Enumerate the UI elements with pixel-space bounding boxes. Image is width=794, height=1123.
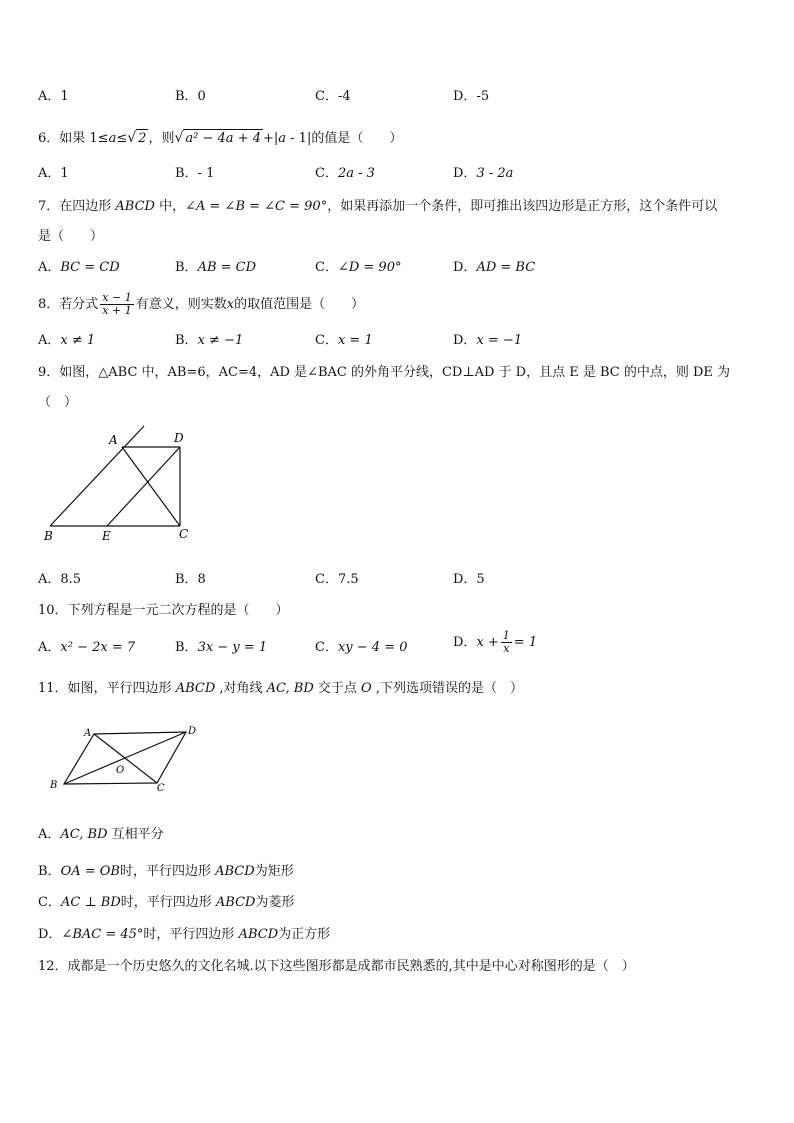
q11-option-a: A．AC, BD 互相平分 [38, 827, 164, 842]
q7-option-a: A．BC = CD [38, 260, 120, 275]
q5-option-d: D．-5 [453, 89, 490, 104]
q11-option-c: C．AC ⊥ BD时，平行四边形 ABCD为菱形 [38, 895, 295, 910]
q7-stem-line1: 7．在四边形 ABCD 中，∠A = ∠B = ∠C = 90°，如果再添加一个条件，即可推出该四边形是正方形，这个条件可以 [38, 199, 718, 214]
q10-option-d: D．x + $\frac{1}{x}$ = 1 [453, 629, 538, 655]
q11-label-a: A [84, 728, 92, 739]
q6-stem: 6．如果 1≤a≤√ 2 ，则√ a² − 4a + 4 +|a - 1|的值是（ ） [38, 130, 403, 146]
q9-stem-line1: 9．如图，△ABC 中，AB=6，AC=4，AD 是∠BAC 的外角平分线，CD⊥AD 于 D，且点 E 是 BC 的中点，则 DE 为 [38, 365, 731, 380]
q11-label-c: C [157, 783, 165, 794]
q8-option-c: C．x = 1 [315, 333, 373, 348]
q9-label-e: E [102, 529, 111, 543]
q10-stem: 10．下列方程是一元二次方程的是（ ） [38, 603, 289, 618]
q7-option-c: C．∠D = 90° [315, 260, 402, 275]
q11-label-b: B [50, 780, 58, 791]
q10-option-b: B．3x − y = 1 [175, 640, 268, 655]
q6-option-c: C．2a - 3 [315, 166, 375, 181]
q8-stem: 8．若分式 $\frac{x - 1}{x + 1}$ 有意义，则实数x的取值范围是（ ） [38, 291, 365, 317]
q5-option-a: A．1 [38, 89, 69, 104]
q9-option-b: B．8 [175, 572, 206, 587]
q6-option-a: A．1 [38, 166, 69, 181]
q9-label-b: B [44, 529, 53, 543]
q6-option-d: D．3 - 2a [453, 166, 514, 181]
q7-option-b: B．AB = CD [175, 260, 257, 275]
q9-figure [38, 420, 208, 550]
q8-option-b: B．x ≠ −1 [175, 333, 244, 348]
q9-label-d: D [174, 431, 184, 445]
q9-option-c: C．7.5 [315, 572, 359, 587]
q11-stem: 11．如图，平行四边形 ABCD ,对角线 AC, BD 交于点 O ,下列选项错误的是（ ） [38, 681, 523, 696]
q11-option-b: B．OA = OB时，平行四边形 ABCD为矩形 [38, 864, 294, 879]
q8-option-a: A．x ≠ 1 [38, 333, 96, 348]
q9-option-a: A．8.5 [38, 572, 82, 587]
q11-option-d: D．∠BAC = 45°时，平行四边形 ABCD为正方形 [38, 927, 331, 942]
q5-option-c: C．-4 [315, 89, 351, 104]
q7-option-d: D．AD = BC [453, 260, 536, 275]
q9-label-c: C [179, 527, 189, 541]
q7-stem-line2: 是（ ） [38, 229, 104, 244]
q12-stem: 12．成都是一个历史悠久的文化名城.以下这些图形都是成都市民熟悉的,其中是中心对称图形的是（ ） [38, 959, 635, 974]
q10-d-fraction: $\frac{1}{x}$ [502, 629, 510, 655]
q5-option-b: B．0 [175, 89, 206, 104]
q11-label-d: D [188, 726, 197, 737]
q10-option-a: A．x² − 2x = 7 [38, 640, 136, 655]
q9-stem-line2: （ ） [38, 395, 78, 410]
q11-label-o: O [116, 765, 125, 776]
q11-figure [44, 720, 214, 800]
q8-option-d: D．x = −1 [453, 333, 523, 348]
q8-fraction: $\frac{x - 1}{x + 1}$ [102, 291, 132, 317]
q6-option-b: B．- 1 [175, 166, 215, 181]
q9-option-d: D．5 [453, 572, 485, 587]
q10-option-c: C．xy − 4 = 0 [315, 640, 408, 655]
q9-label-a: A [109, 433, 118, 447]
